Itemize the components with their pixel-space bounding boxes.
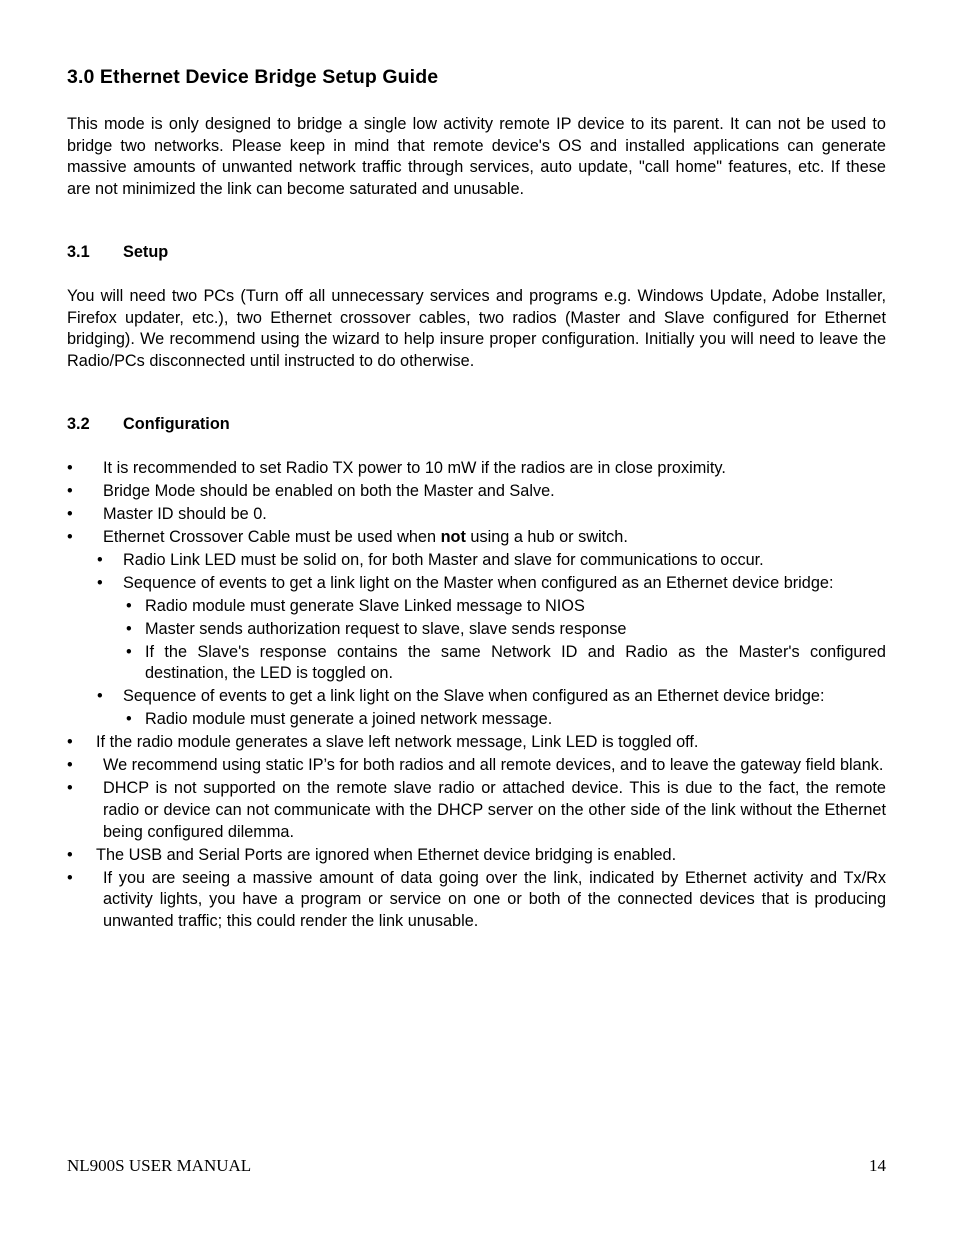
list-item-text: It is recommended to set Radio TX power to 10 mW if the radios are in close proximity. [103,459,726,477]
sub-list-item [67,550,886,572]
bullet-icon: • [67,504,73,523]
setup-paragraph: You will need two PCs (Turn off all unnecessary services and programs e.g. Windows Update, Adobe Installer, Firefox updater, etc.), two Ethernet crossover cables, two radios (Master and Slave configured for Ethernet bridging). We recommend using the wizard to help insure proper configuration. Initially you will need to leave the Radio/PCs disconnected until instructed to do otherwise. [67,287,886,370]
list-item-text: Master sends authorization request to slave, slave sends response [145,619,627,638]
list-item-text: Bridge Mode should be enabled on both the Master and Salve. [103,481,555,500]
intro-paragraph: This mode is only designed to bridge a single low activity remote IP device to its parent. It can not be used to bridge two networks. Please keep in mind that remote device's OS and installed applications can generate massive amounts of unwanted network traffic through services, auto update, "call home" features, etc. If these are not minimized the link can become saturated and unusable. [67,115,886,198]
bullet-icon: • [97,573,103,592]
bullet-icon: • [67,756,73,775]
list-item-text [103,528,628,546]
list-item-text: Sequence of events to get a link light on the Slave when configured as an Ethernet device bridge: [123,687,825,706]
setup-title: Setup [123,243,169,261]
configuration-title: Configuration [123,415,230,433]
bullet-icon: • [67,459,73,477]
list-item [67,504,886,526]
list-item [67,778,886,843]
sub-sub-list-item [67,619,886,641]
bullet-icon: • [67,779,73,798]
sub-sub-list-item [67,642,886,685]
footer-page-number: 14 [869,1156,886,1175]
sub-list-item [67,573,886,595]
list-item [67,732,886,754]
footer-manual-title: NL900S USER MANUAL [67,1156,252,1175]
list-item-text: Master ID should be 0. [103,504,267,523]
emphasis-not: not [440,527,466,546]
bullet-icon: • [126,596,132,615]
list-item-text: If the radio module generates a slave left network message, Link LED is toggled off. [96,733,699,752]
list-item [67,458,886,480]
setup-heading [67,243,168,262]
text-segment: using a hub or switch. [465,527,628,546]
sub-sub-list-item [67,596,886,618]
list-item [67,845,886,867]
bullet-icon: • [67,733,73,752]
bullet-icon: • [67,868,73,887]
configuration-heading [67,415,230,434]
list-item [67,481,886,503]
list-item [67,868,886,933]
setup-number: 3.1 [67,243,90,261]
bullet-icon: • [97,550,103,569]
bullet-icon: • [67,527,73,546]
bullet-icon: • [126,642,132,661]
list-item-text: Sequence of events to get a link light on the Master when configured as an Ethernet device bridge: [123,573,834,592]
bullet-icon: • [126,710,132,729]
bullet-icon: • [97,687,103,706]
list-item-text: If you are seeing a massive amount of data going over the link, indicated by Ethernet activity and Tx/Rx activity lights, you have a program or service on one or both of the connected devices that is producing unwanted traffic; this could render the link unusable. [103,868,886,930]
bullet-icon: • [67,845,73,864]
configuration-number: 3.2 [67,415,90,433]
list-item [67,527,886,549]
list-item-text: If the Slave's response contains the same Network ID and Radio as the Master's configured destination, the LED is toggled on. [145,642,886,683]
list-item-text: We recommend using static IP’s for both radios and all remote devices, and to leave the gateway field blank. [103,756,884,775]
list-item-text: The USB and Serial Ports are ignored when Ethernet device bridging is enabled. [96,845,677,864]
sub-sub-list-item [67,709,886,731]
bullet-icon: • [126,619,132,638]
list-item-text: Radio module must generate Slave Linked message to NIOS [145,596,585,615]
configuration-list [67,458,886,934]
list-item-text: DHCP is not supported on the remote slave radio or attached device. This is due to the fact, the remote radio or device can not communicate with the DHCP server on the other side of the link without the Ethernet being configured dilemma. [103,779,886,841]
list-item [67,755,886,777]
list-item-text: Radio module must generate a joined network message. [145,710,553,729]
sub-list-item [67,686,886,708]
section-heading: 3.0 Ethernet Device Bridge Setup Guide [67,66,439,88]
text-segment: Ethernet Crossover Cable must be used when [103,527,441,546]
bullet-icon: • [67,481,73,500]
list-item-text: Radio Link LED must be solid on, for both Master and slave for communications to occur. [123,550,764,569]
